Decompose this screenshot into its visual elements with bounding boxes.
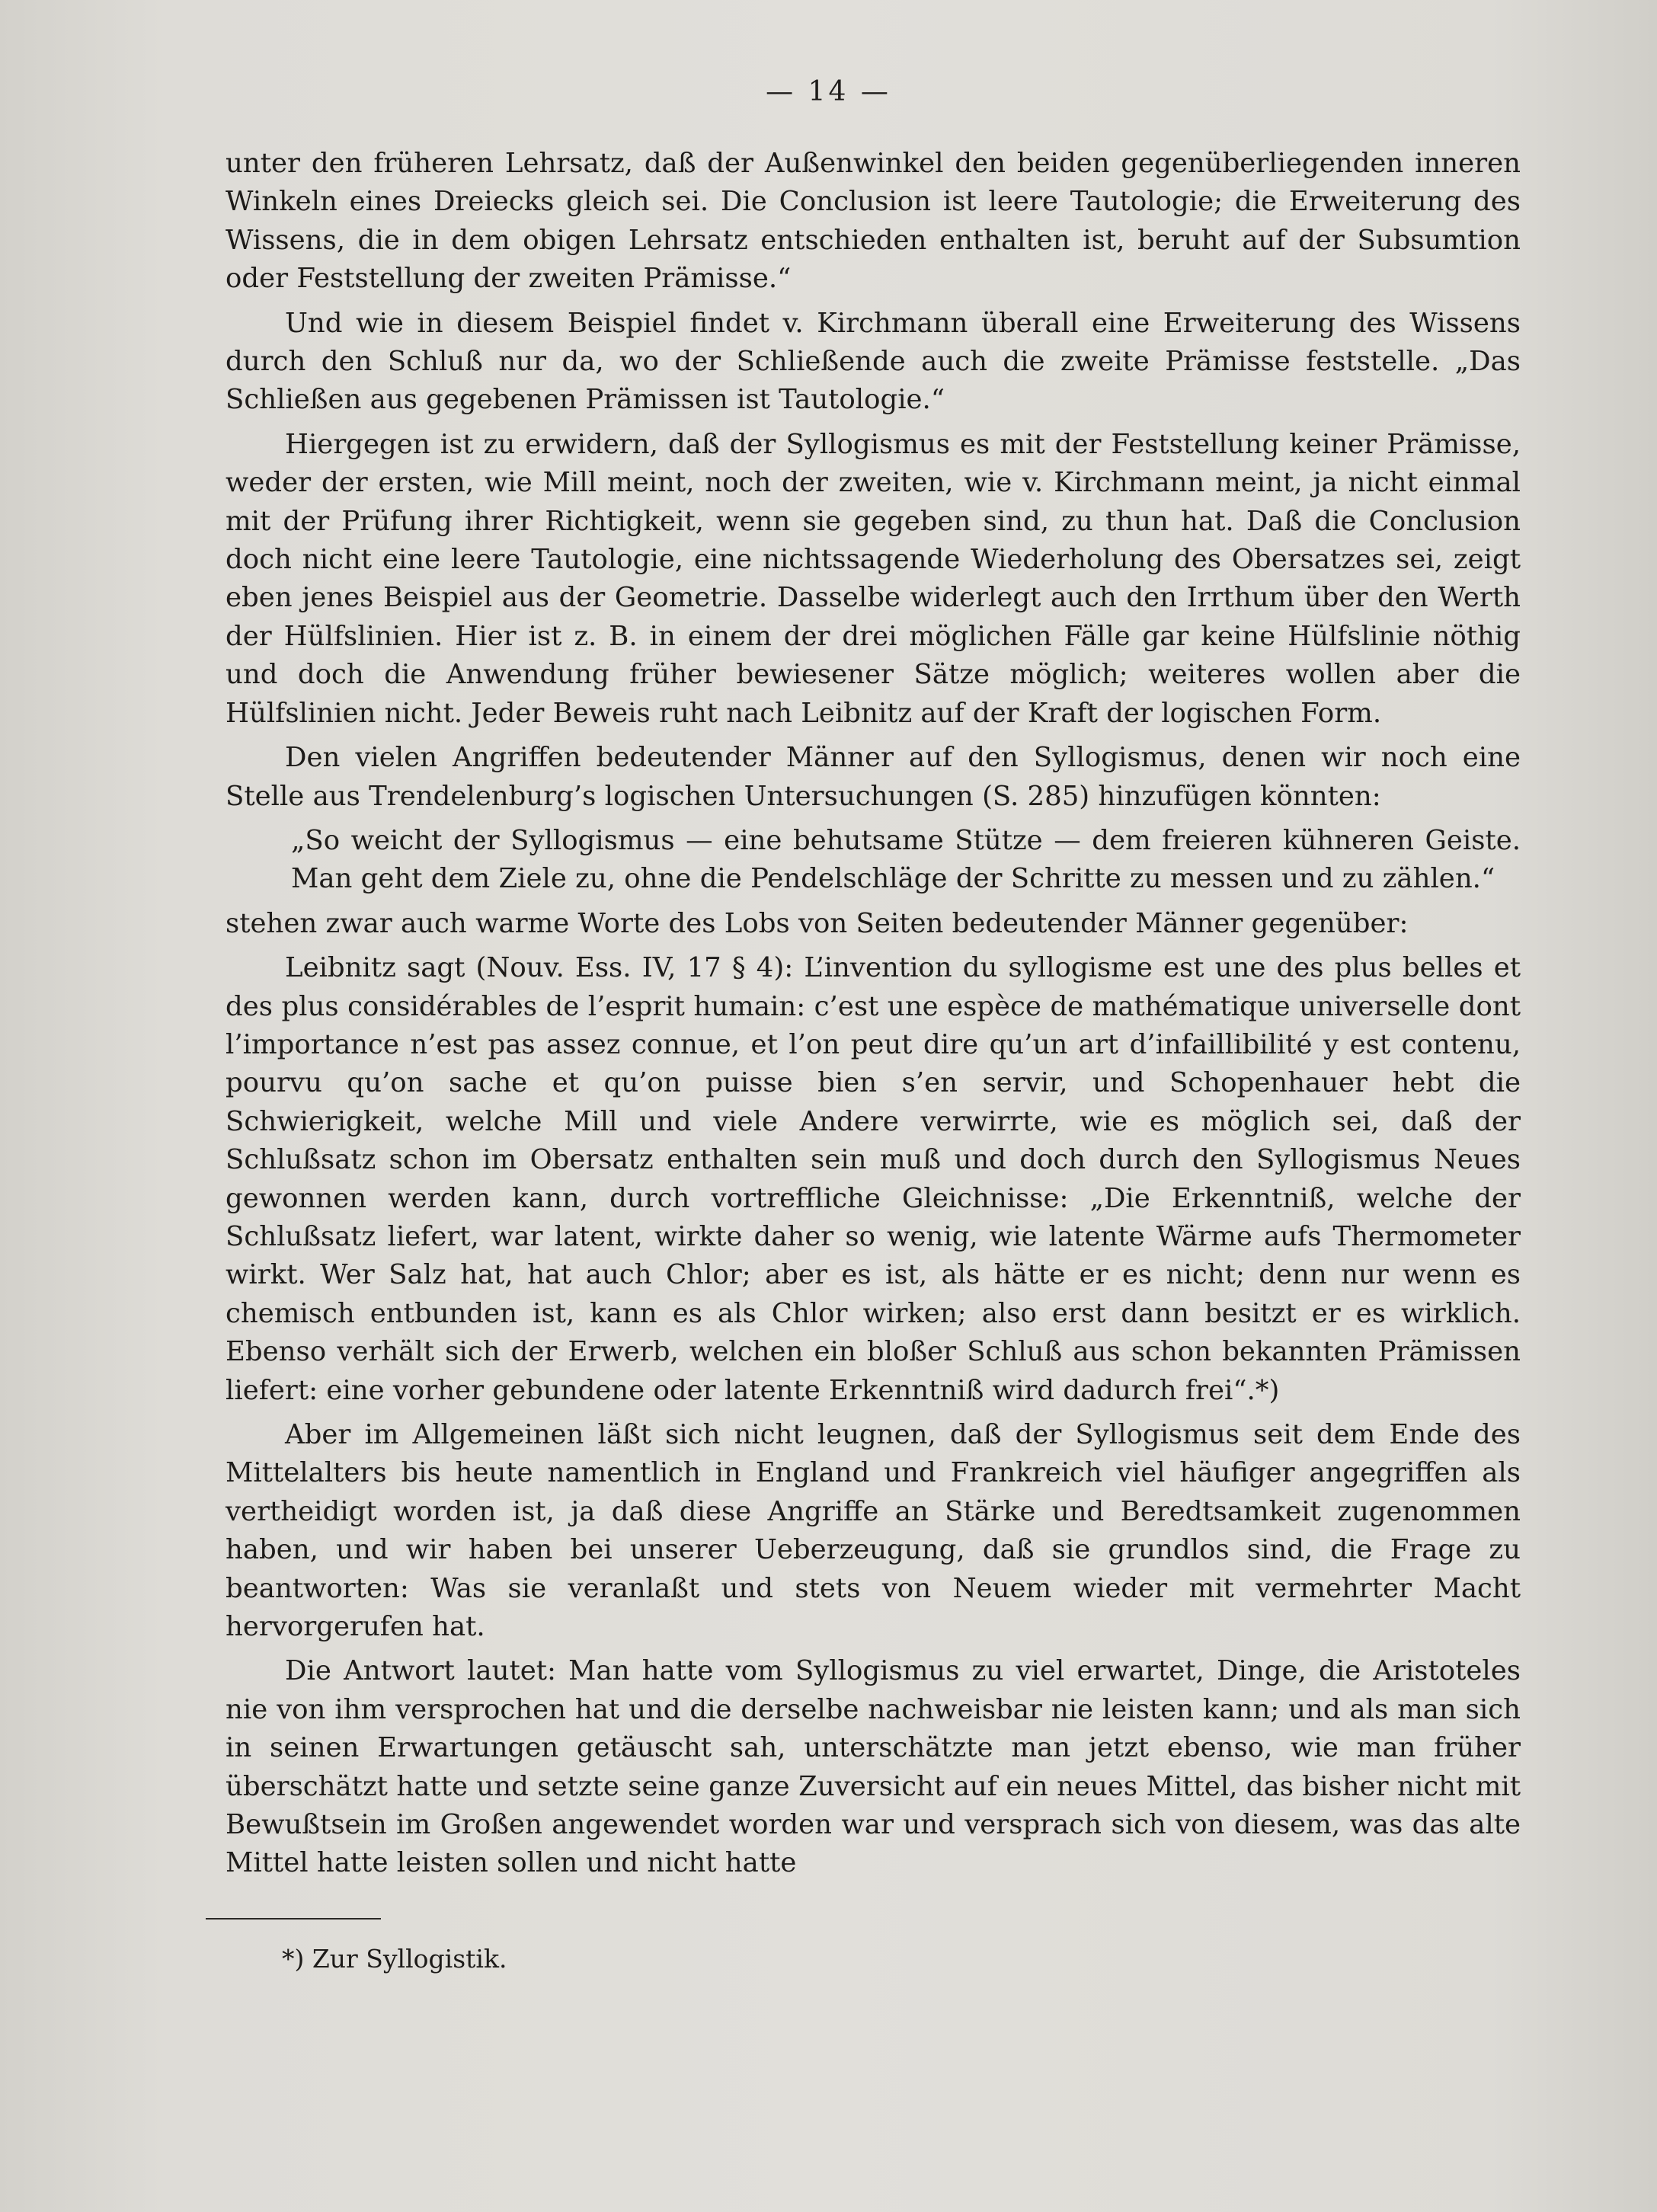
block-quote: „So weicht der Syllogismus — eine behutsame Stütze — dem freieren kühneren Geiste. Man geht dem Ziele zu, ohne die Pendelschläge der Schritte zu messen und zu zählen.“: [291, 824, 1521, 895]
paragraph: Und wie in diesem Beispiel findet v. Kirchmann überall eine Erweiterung des Wissens durch den Schluß nur da, wo der Schließende auch die zweite Prämisse feststelle. „Das Schließen aus gegebenen Prämissen ist Tautologie.“: [226, 307, 1521, 416]
main-text: [226, 145, 1521, 1889]
footnote: *) Zur Syllogistik.: [282, 1944, 507, 1974]
page-number: — 14 —: [766, 76, 891, 107]
footnote-divider: [206, 1918, 381, 1920]
paragraph: Aber im Allgemeinen läßt sich nicht leugnen, daß der Syllogismus seit dem Ende des Mittelalters bis heute namentlich in England und Frankreich viel häufiger angegriffen als vertheidigt worden ist, ja daß diese Angriffe an Stärke und Beredtsamkeit zugenommen haben, und wir haben bei unserer Ueberzeugung, daß sie grundlos sind, die Frage zu beantworten: Was sie veranlaßt und stets von Neuem wieder mit vermehrter Macht hervorgerufen hat.: [226, 1419, 1521, 1643]
paragraph: Die Antwort lautet: Man hatte vom Syllogismus zu viel erwartet, Dinge, die Aristoteles nie von ihm versprochen hat und die derselbe nachweisbar nie leisten kann; und als man sich in seinen Erwartungen getäuscht sah, unterschätzte man jetzt ebenso, wie man früher überschätzt hatte und setzte seine ganze Zuversicht auf ein neues Mittel, das bisher nicht mit Bewußtsein im Großen angewendet worden war und versprach sich von diesem, was das alte Mittel hatte leisten sollen und nicht hatte: [226, 1655, 1521, 1879]
paragraph: Leibnitz sagt (Nouv. Ess. IV, 17 § 4): L’invention du syllogisme est une des plus belles et des plus considérables de l’esprit humain: c’est une espèce de mathématique universelle dont l’importance n’est pas assez connue, et l’on peut dire qu’un art d’infaillibilité y est contenu, pourvu qu’on sache et qu’on puisse bien s’en servir, und Schopenhauer hebt die Schwierigkeit, welche Mill und viele Andere verwirrte, wie es möglich sei, daß der Schlußsatz schon im Obersatz enthalten sein muß und doch durch den Syllogismus Neues gewonnen werden kann, durch vortreffliche Gleichnisse: „Die Erkenntniß, welche der Schlußsatz liefert, war latent, wirkte daher so wenig, wie latente Wärme aufs Thermometer wirkt. Wer Salz hat, hat auch Chlor; aber es ist, als hätte er es nicht; denn nur wenn es chemisch entbunden ist, kann es als Chlor wirken; also erst dann besitzt er es wirklich. Ebenso verhält sich der Erwerb, welchen ein bloßer Schluß aus schon bekannten Prämissen liefert: eine vorher gebundene oder latente Erkenntniß wird dadurch frei“.*): [226, 952, 1521, 1406]
paragraph: stehen zwar auch warme Worte des Lobs von Seiten bedeutender Männer gegenüber:: [226, 907, 1409, 939]
paragraph: Den vielen Angriffen bedeutender Männer auf den Syllogismus, denen wir noch eine Stelle aus Trendelenburg’s logischen Untersuchungen (S. 285) hinzufügen könnten:: [226, 742, 1521, 812]
paragraph: Hiergegen ist zu erwidern, daß der Syllogismus es mit der Feststellung keiner Prämisse, weder der ersten, wie Mill meint, noch der zweiten, wie v. Kirchmann meint, ja nicht einmal mit der Prüfung ihrer Richtigkeit, wenn sie gegeben sind, zu thun hat. Daß die Conclusion doch nicht eine leere Tautologie, eine nichtssagende Wiederholung des Obersatzes sei, zeigt eben jenes Beispiel aus der Geometrie. Dasselbe widerlegt auch den Irrthum über den Werth der Hülfslinien. Hier ist z. B. in einem der drei möglichen Fälle gar keine Hülfslinie nöthig und doch die Anwendung früher bewiesener Sätze möglich; weiteres wollen aber die Hülfslinien nicht. Jeder Beweis ruht nach Leibnitz auf der Kraft der logischen Form.: [226, 428, 1521, 729]
paragraph-continuation: unter den früheren Lehrsatz, daß der Außenwinkel den beiden gegenüberliegenden inneren Winkeln eines Dreiecks gleich sei. Die Conclusion ist leere Tautologie; die Erweiterung des Wissens, die in dem obigen Lehrsatz entschieden enthalten ist, beruht auf der Subsumtion oder Feststellung der zweiten Prämisse.“: [226, 148, 1521, 295]
